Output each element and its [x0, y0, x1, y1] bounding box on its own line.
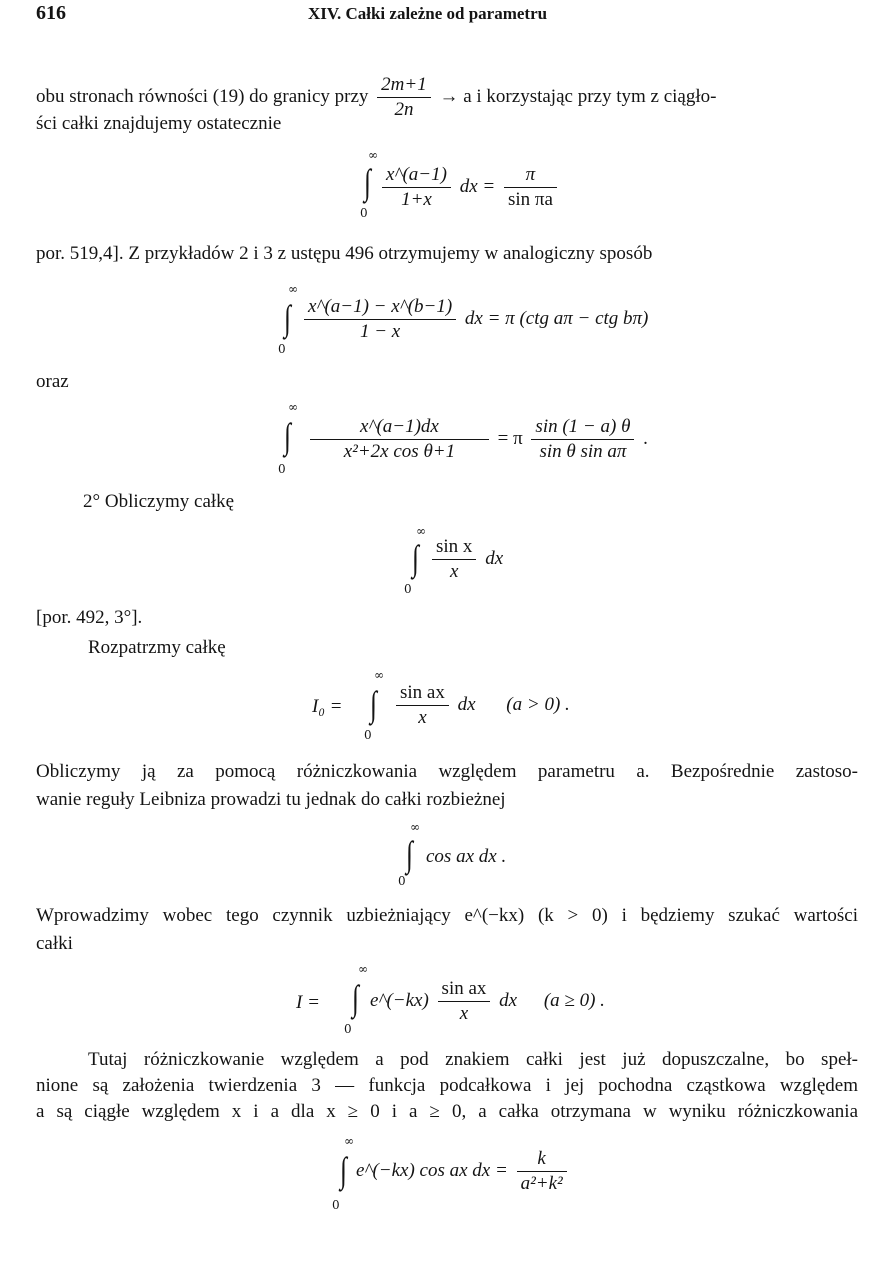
fraction: $\frac{x\^{}(a-1)}{1+x}$	[382, 164, 451, 211]
integral-sign: ∫	[364, 162, 371, 202]
paragraph-line: całki	[36, 933, 73, 954]
paragraph-line: ści całki znajdujemy ostatecznie	[36, 113, 282, 134]
fraction: $\frac{\text{sin x}}{x}$	[432, 536, 476, 583]
paragraph-line: Tutaj różniczkowanie względem a pod znakiem całki jest już dopuszczalne, bo speł-	[88, 1049, 858, 1070]
page-number: 616	[36, 2, 66, 24]
integral-sign: ∫	[284, 298, 291, 338]
fraction: $\frac{x\^{}(a-1)dx}{\text{x²+2x cos θ+1}}$	[310, 416, 489, 463]
paragraph-line: Obliczymy ją za pomocą różniczkowania względem parametru a. Bezpośrednie zastoso-	[36, 761, 858, 782]
integral-sign: ∫	[352, 978, 359, 1018]
fraction: $\frac{2m+1}{2n}$	[377, 74, 431, 121]
integral-sign: ∫	[370, 684, 377, 724]
paragraph-line: oraz	[36, 371, 69, 392]
paragraph-line: Wprowadzimy wobec tego czynnik uzbieżniający e^(−kx) (k > 0) i będziemy szukać wartości	[36, 905, 858, 926]
paragraph-line: 2° Obliczymy całkę	[83, 491, 235, 512]
integral-sign: ∫	[284, 416, 291, 456]
paragraph-line: a są ciągłe względem x i a dla x ≥ 0 i a ≥ 0, a całka otrzymana w wyniku różniczkowania	[36, 1101, 858, 1122]
paragraph-line: por. 519,4]. Z przykładów 2 i 3 z ustępu 496 otrzymujemy w analogiczny sposób	[36, 243, 653, 264]
fraction: $\frac{\text{sin ax}}{x}$	[396, 682, 449, 729]
fraction: $\frac{\pi}{\text{sin πa}}$	[504, 164, 557, 211]
paragraph-line: obu stronach równości (19) do granicy przy $\frac{2m+1}{2n}$ → a i korzystając przy tym z ciągło-	[36, 74, 717, 120]
fraction: $\frac{\text{sin ax}}{x}$	[438, 978, 491, 1025]
book-page: 616 XIV. Całki zależne od parametru obu stronach równości (19) do granicy przy $\frac{2m+1}{2n}$ → a i korzystając przy tym z ciągło- ści całki znajdujemy ostatecznie ∞ ∫ 0 $\frac{x\^{}(a-1)}{1+x}$ dx = $\frac{\pi}{\text{sin πa}}$ por. 519,4]. Z przykładów 2 i 3 z ustępu 496 otrzymujemy w analogiczny sposób ∞ ∫ 0 $\frac{x\^{}(a-1) - x\^{}(b-1)}{1 - x}$ dx = π (ctg aπ − ctg bπ) oraz ∞ ∫ 0 $\frac{x\^{}(a-1)dx}{\text{x²+2x cos θ+1}}$ = π $\frac{\sin (1 - a) \theta}{\text{sin θ sin aπ}}$ . 2° Obliczymy całkę ∞ ∫ 0 $\frac{\text{sin x}}{x}$ dx [por. 492, 3°]. Rozpatrzmy całkę I₀ = ∞ ∫ 0 $\frac{\text{sin ax}}{x}$ dx (a > 0) . Obliczymy ją za pomocą różniczkowania względem parametru a. Bezpośrednie zastoso- wanie reguły Leibniza prowadzi tu jednak do całki rozbieżnej ∞ ∫ 0 cos ax dx . Wprowadzimy wobec tego czynnik uzbieżniający e^(−kx) (k > 0) i będziemy szukać wartości całki I = ∞ ∫ 0 e^(−kx) $\frac{\text{sin ax}}{x}$ dx (a ≥ 0) . Tutaj różniczkowanie względem a pod znakiem całki jest już dopuszczalne, bo speł- nione są założenia twierdzenia 3 — funkcja podcałkowa i jej pochodna cząstkowa względem a są ciągłe względem x i a dla x ≥ 0 i a ≥ 0, a całka otrzymana w wyniku różniczkowania ∞ ∫ 0 e^(−kx) cos ax dx = $\frac{k}{\text{a²+k²}}$	[36, 2, 858, 1212]
paragraph-line: Rozpatrzmy całkę	[88, 637, 226, 658]
integral-sign: ∫	[406, 834, 413, 874]
fraction: $\frac{\sin (1 - a) \theta}{\text{sin θ sin aπ}}$	[531, 416, 634, 463]
fraction: $\frac{x\^{}(a-1) - x\^{}(b-1)}{1 - x}$	[304, 296, 456, 343]
integral-sign: ∫	[340, 1150, 347, 1190]
paragraph-line: nione są założenia twierdzenia 3 — funkcja podcałkowa i jej pochodna cząstkowa względem	[36, 1075, 858, 1096]
paragraph-line: [por. 492, 3°].	[36, 607, 143, 628]
integral-sign: ∫	[412, 538, 419, 578]
fraction: $\frac{k}{\text{a²+k²}}$	[517, 1148, 567, 1195]
paragraph-line: wanie reguły Leibniza prowadzi tu jednak do całki rozbieżnej	[36, 789, 506, 810]
running-header: XIV. Całki zależne od parametru	[308, 4, 548, 23]
